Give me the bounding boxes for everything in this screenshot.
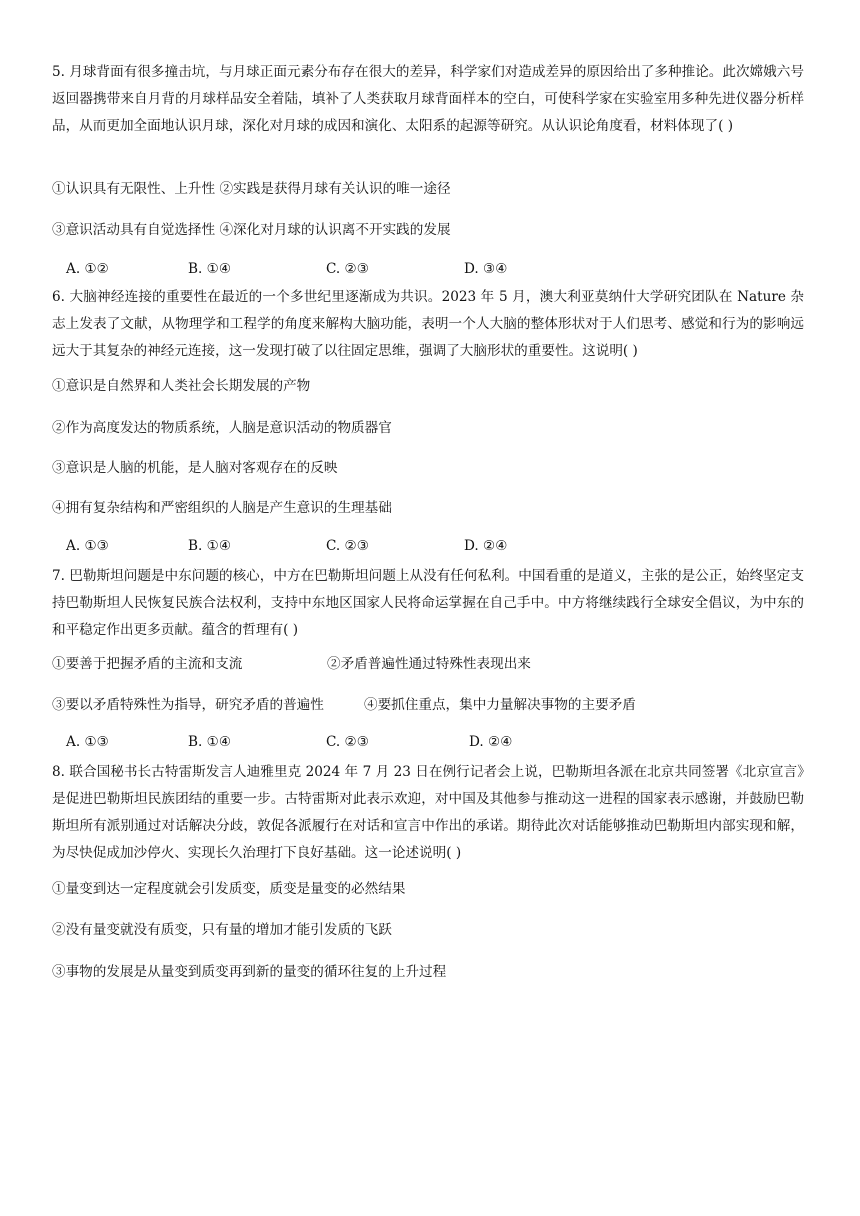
question-5-choice-b: B. ①④ [188,261,232,277]
question-5-stem: 5. 月球背面有很多撞击坑，与月球正面元素分布存在很大的差异，科学家们对造成差异的原因给出了多种推论。此次嫦娥六号返回器携带来自月背的月球样品安全着陆，填补了人类获取月球背面样本的空白，可使科学家在实验室用多种先进仪器分析样品，从而更加全面地认识月球，深化对月球的成因和演化、太阳系的起源等研究。从认识论角度看，材料体现了( ) [52,64,804,134]
question-6-choices [66,538,766,558]
question-6-statement-2: ②作为高度发达的物质系统，人脑是意识活动的物质器官 [52,420,392,436]
question-6-stem: 6. 大脑神经连接的重要性在最近的一个多世纪里逐渐成为共识。2023 年 5 月，澳大利亚莫纳什大学研究团队在 Nature 杂志上发表了文献，从物理学和工程学的角度来解构大脑功能，表明一个人大脑的整体形状对于人们思考、感觉和行为的影响远远大于其复杂的神经元连接，这一发现打破了以往固定思维，强调了大脑形状的重要性。这说明( ) [52,289,804,359]
question-5-statement-1: ①认识具有无限性、上升性 ②实践是获得月球有关认识的唯一途径 [52,181,451,197]
question-5-statement-2: ③意识活动具有自觉选择性 ④深化对月球的认识离不开实践的发展 [52,222,451,238]
question-7-statement-3: ③要以矛盾特殊性为指导，研究矛盾的普遍性 [52,697,324,713]
question-7-choice-c: C. ②③ [326,734,369,750]
question-6-statement-3: ③意识是人脑的机能，是人脑对客观存在的反映 [52,460,338,476]
question-6-choice-b: B. ①④ [188,538,232,554]
question-5-choice-a: A. ①② [66,261,109,277]
question-7-statement-1: ①要善于把握矛盾的主流和支流 [52,656,243,672]
question-8-statement-2: ②没有量变就没有质变，只有量的增加才能引发质的飞跃 [52,922,392,938]
question-6-statement-1: ①意识是自然界和人类社会长期发展的产物 [52,378,311,394]
question-7-statement-4: ④要抓住重点，集中力量解决事物的主要矛盾 [364,697,636,713]
question-7-choices [66,734,766,754]
question-7-statement-2: ②矛盾普遍性通过特殊性表现出来 [327,656,531,672]
question-8-statement-3: ③事物的发展是从量变到质变再到新的量变的循环往复的上升过程 [52,964,447,980]
question-6-choice-c: C. ②③ [326,538,369,554]
question-6-statement-4: ④拥有复杂结构和严密组织的人脑是产生意识的生理基础 [52,500,392,516]
question-7-choice-d: D. ②④ [469,734,513,750]
question-5-choice-c: C. ②③ [326,261,369,277]
question-5-choice-d: D. ③④ [464,261,508,277]
question-7-choice-b: B. ①④ [188,734,232,750]
question-5-choices [66,261,766,281]
question-6-choice-a: A. ①③ [66,538,109,554]
question-6-choice-d: D. ②④ [464,538,508,554]
question-7-choice-a: A. ①③ [66,734,109,750]
question-8-stem: 8. 联合国秘书长古特雷斯发言人迪雅里克 2024 年 7 月 23 日在例行记者会上说，巴勒斯坦各派在北京共同签署《北京宣言》是促进巴勒斯坦民族团结的重要一步。古特雷斯对此表示欢迎，对中国及其他参与推动这一进程的国家表示感谢，并鼓励巴勒斯坦所有派别通过对话解决分歧，敦促各派履行在对话和宣言中作出的承诺。期待此次对话能够推动巴勒斯坦内部实现和解，为尽快促成加沙停火、实现长久治理打下良好基础。这一论述说明( ) [52,764,804,861]
question-7-stem: 7. 巴勒斯坦问题是中东问题的核心，中方在巴勒斯坦问题上从没有任何私利。中国看重的是道义，主张的是公正，始终坚定支持巴勒斯坦人民恢复民族合法权利，支持中东地区国家人民将命运掌握在自己手中。中方将继续践行全球安全倡议，为中东的和平稳定作出更多贡献。蕴含的哲理有( ) [52,568,804,638]
question-8-statement-1: ①量变到达一定程度就会引发质变，质变是量变的必然结果 [52,881,406,897]
